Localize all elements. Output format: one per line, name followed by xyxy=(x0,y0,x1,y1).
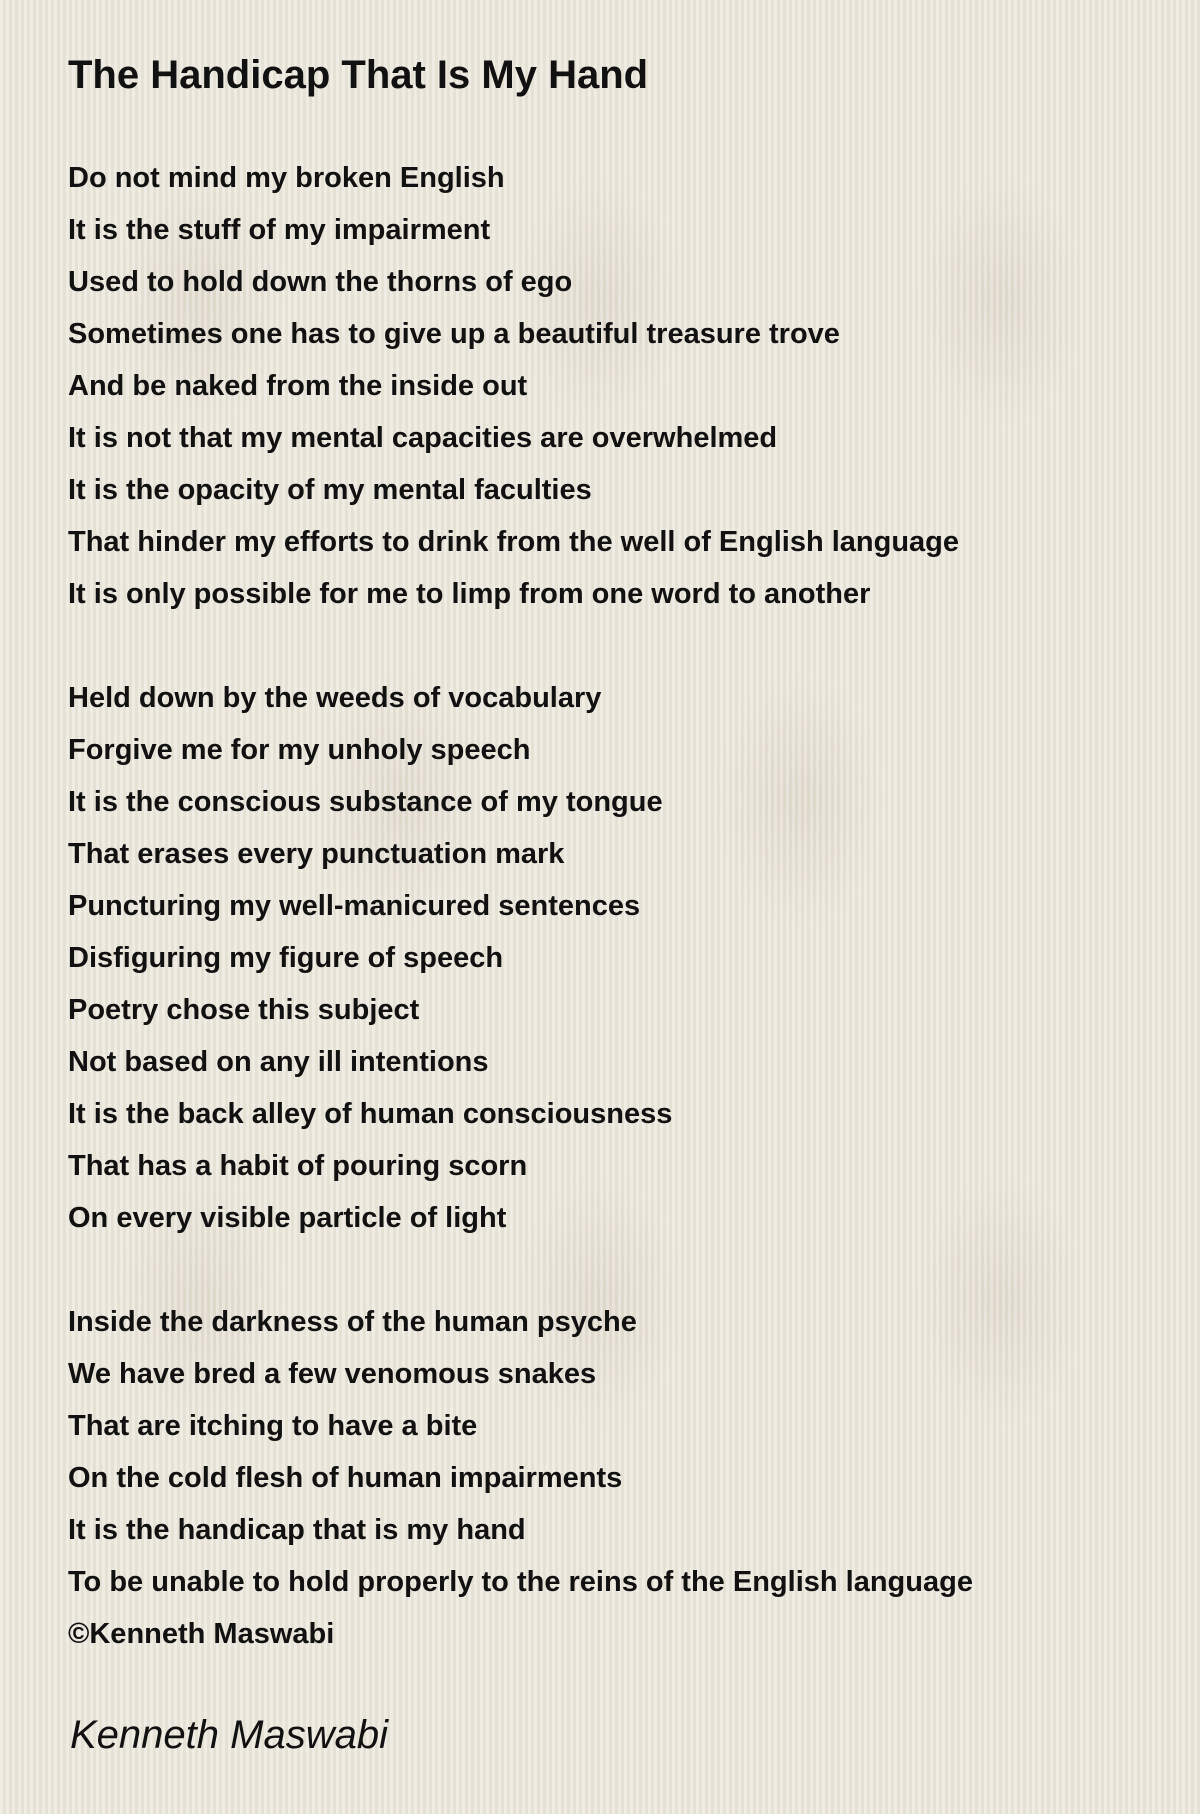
poem-line: That hinder my efforts to drink from the well of English language xyxy=(68,526,960,558)
poem-body xyxy=(68,152,1168,1712)
poem-line: Do not mind my broken English xyxy=(68,162,505,194)
poem-line: Disfiguring my figure of speech xyxy=(68,942,504,974)
poem-line: On the cold flesh of human impairments xyxy=(68,1462,623,1494)
stanza-1 xyxy=(68,152,1168,620)
poem-line: Not based on any ill intentions xyxy=(68,1046,489,1078)
poem-line: Held down by the weeds of vocabulary xyxy=(68,682,602,714)
stanza-2 xyxy=(68,672,1168,1244)
poem-line: It is not that my mental capacities are overwhelmed xyxy=(68,422,778,454)
poem-title: The Handicap That Is My Hand xyxy=(68,53,649,97)
poem-line: Inside the darkness of the human psyche xyxy=(68,1306,637,1338)
poem-line: Used to hold down the thorns of ego xyxy=(68,266,573,298)
poem-line: It is the back alley of human consciousness xyxy=(68,1098,673,1130)
poem-line: That are itching to have a bite xyxy=(68,1410,478,1442)
poem-line: It is the opacity of my mental faculties xyxy=(68,474,592,506)
poem-line: That erases every punctuation mark xyxy=(68,838,565,870)
poem-line: That has a habit of pouring scorn xyxy=(68,1150,528,1182)
poem-line: Sometimes one has to give up a beautiful treasure trove xyxy=(68,318,840,350)
poem-line: Puncturing my well-manicured sentences xyxy=(68,890,641,922)
poem-line: And be naked from the inside out xyxy=(68,370,528,402)
poem-line: Forgive me for my unholy speech xyxy=(68,734,531,766)
poem-line: It is the stuff of my impairment xyxy=(68,214,491,246)
poem-line: We have bred a few venomous snakes xyxy=(68,1358,597,1390)
stanza-3 xyxy=(68,1296,1168,1660)
author-signature: Kenneth Maswabi xyxy=(70,1713,388,1757)
poem-line: It is the handicap that is my hand xyxy=(68,1514,526,1546)
poem-line: To be unable to hold properly to the reins of the English language xyxy=(68,1566,973,1598)
poem-line: It is the conscious substance of my tongue xyxy=(68,786,663,818)
poem-line: It is only possible for me to limp from one word to another xyxy=(68,578,871,610)
copyright-line: ©Kenneth Maswabi xyxy=(68,1618,335,1650)
poem-line: Poetry chose this subject xyxy=(68,994,420,1026)
poem-line: On every visible particle of light xyxy=(68,1202,507,1234)
